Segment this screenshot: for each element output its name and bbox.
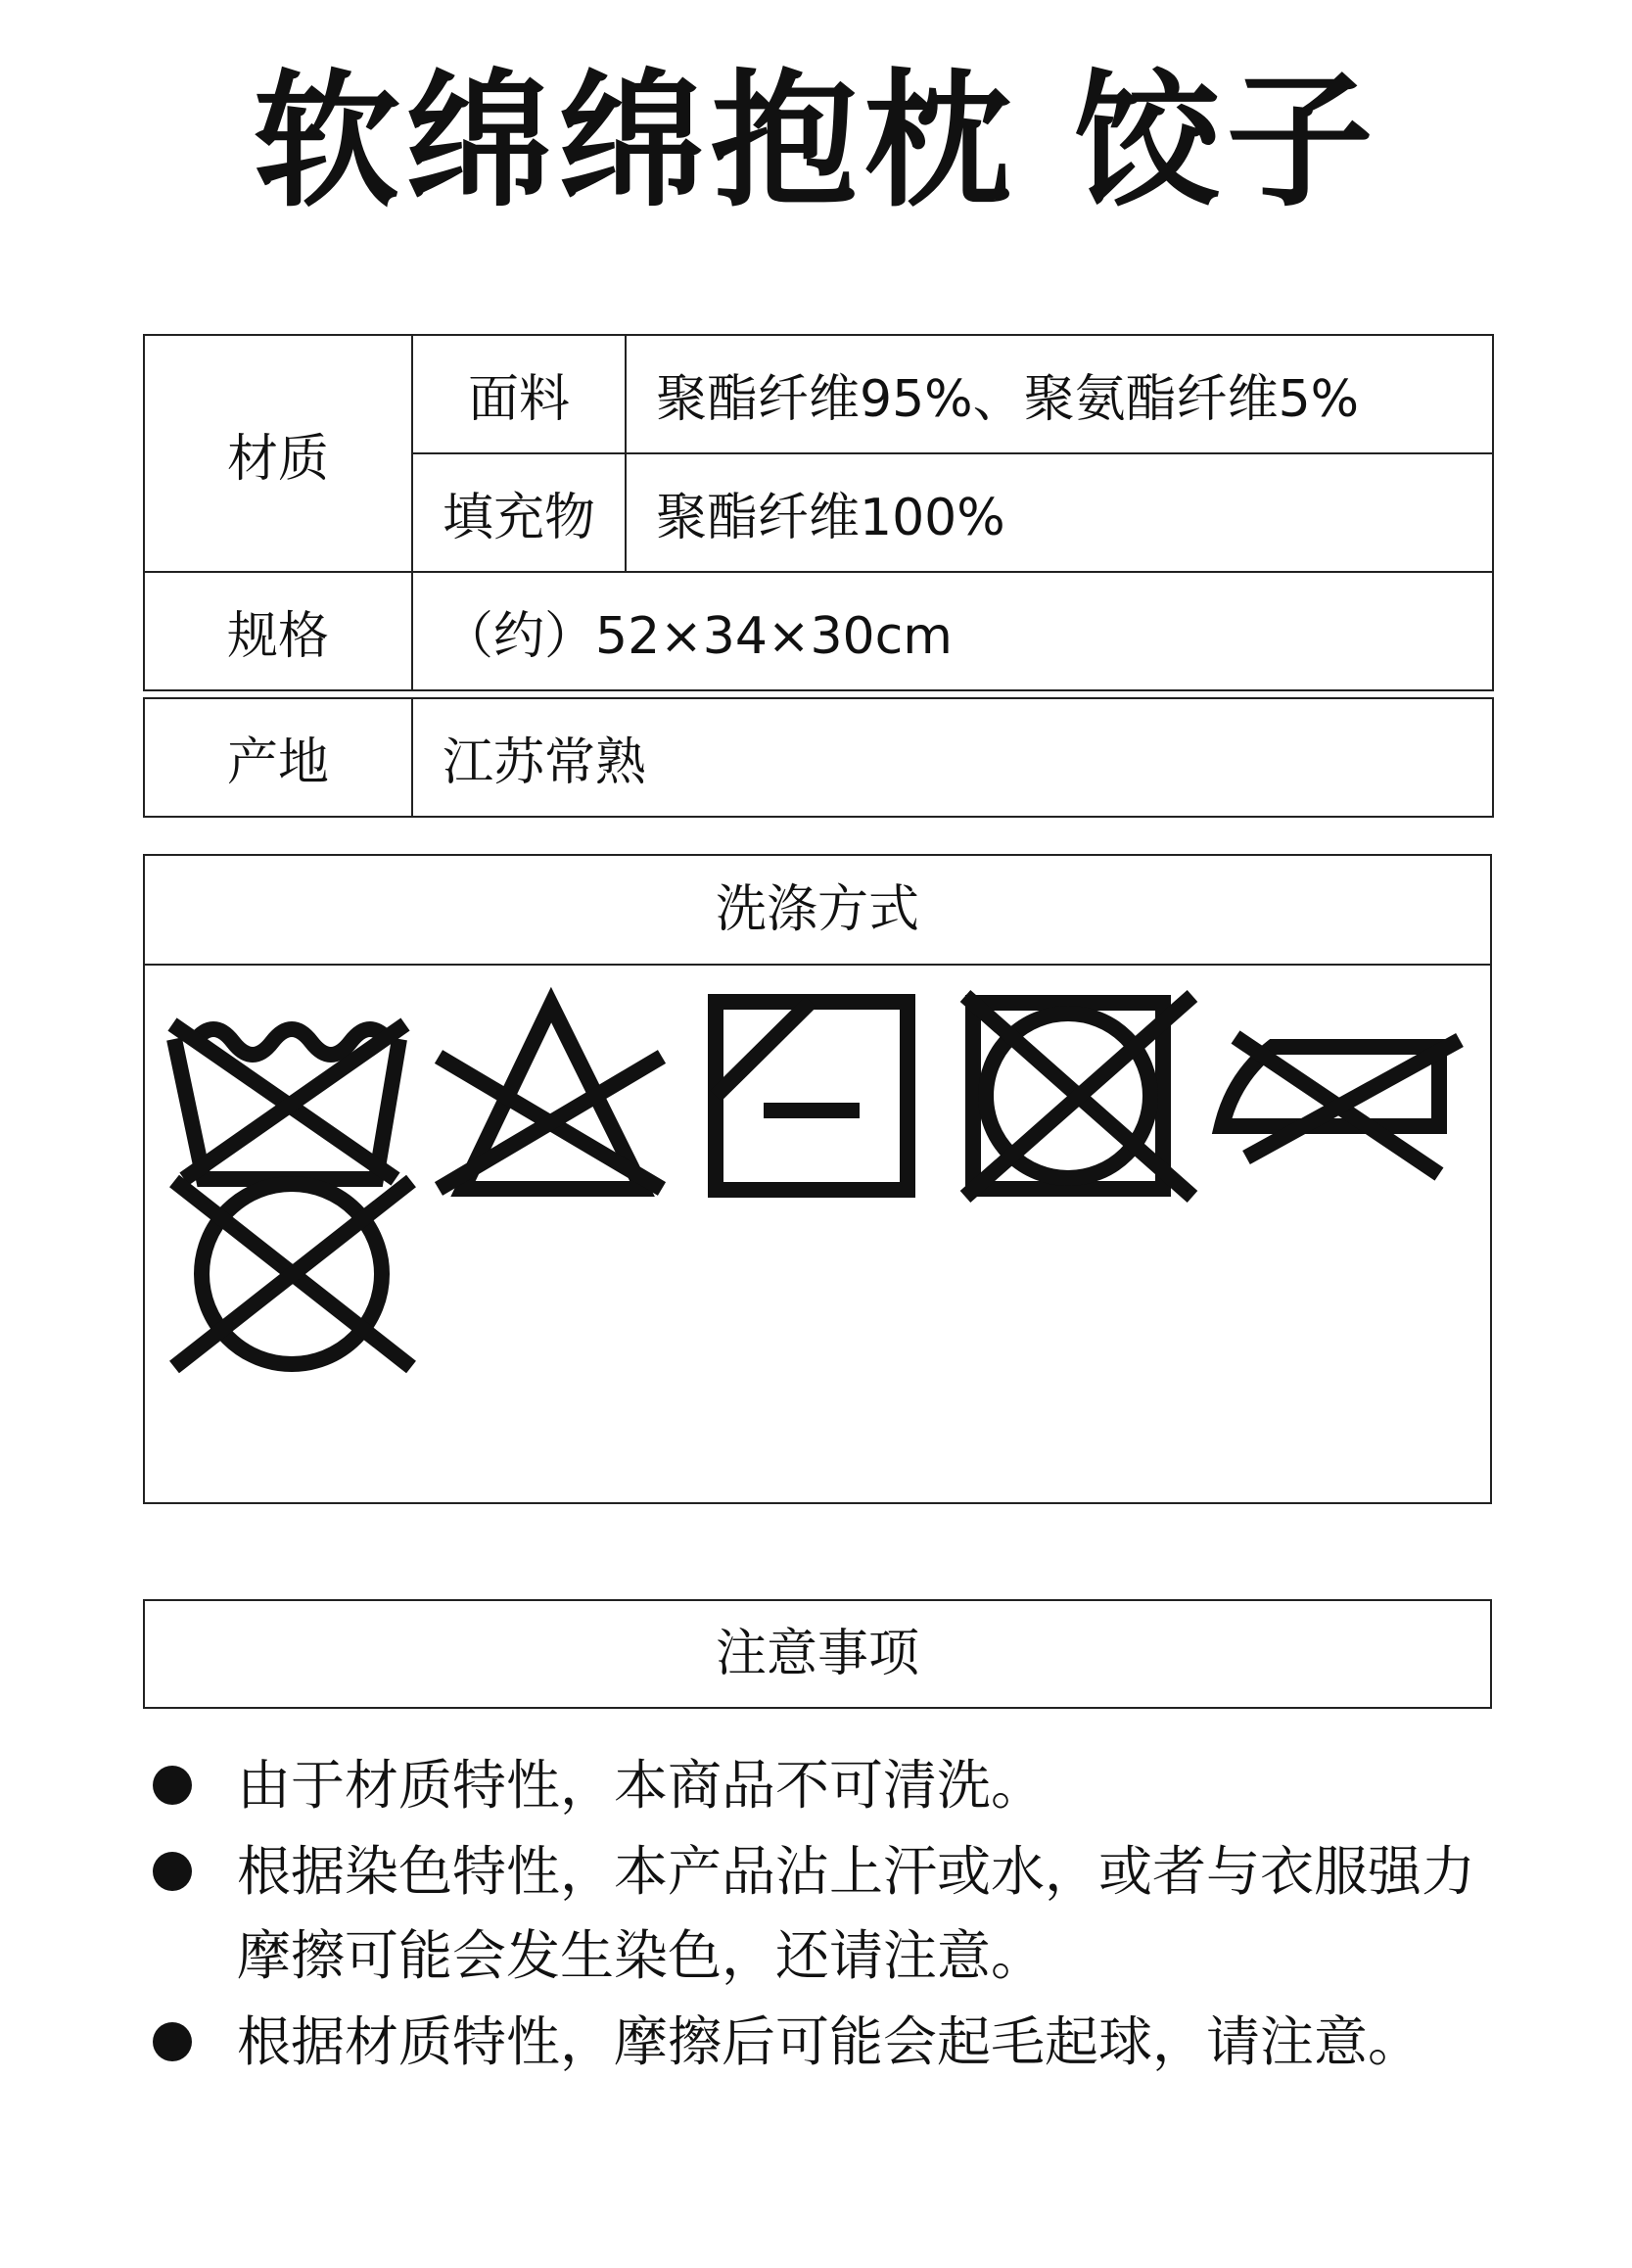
filling-label: 填充物 bbox=[412, 453, 626, 572]
dry-flat-icon bbox=[716, 1002, 908, 1190]
do-not-dry-clean-icon bbox=[174, 1181, 411, 1367]
product-title: 软绵绵抱枕 饺子 bbox=[253, 57, 1379, 227]
washing-heading: 洗涤方式 bbox=[145, 856, 1490, 966]
size-label: 规格 bbox=[144, 572, 412, 690]
spec-table bbox=[143, 334, 1494, 818]
caution-section bbox=[143, 1599, 1492, 1709]
do-not-bleach-icon bbox=[439, 1005, 662, 1189]
caution-list bbox=[147, 1743, 1498, 2084]
note-text: 由于材质特性，本商品不可清洗。 bbox=[237, 1754, 1046, 1817]
size-value: （约）52×34×30cm bbox=[412, 572, 1493, 690]
do-not-tumble-dry-icon bbox=[965, 996, 1192, 1197]
note-text: 根据材质特性，摩擦后可能会起毛起球，请注意。 bbox=[237, 2010, 1422, 2073]
do-not-wash-icon bbox=[172, 1024, 405, 1179]
bullet-icon bbox=[153, 1766, 192, 1805]
note-text: 根据染色特性，本产品沾上汗或水，或者与衣服强力摩擦可能会发生染色，还请注意。 bbox=[237, 1840, 1476, 1987]
do-not-iron-icon bbox=[1222, 1037, 1460, 1174]
row-divider bbox=[144, 690, 1493, 698]
fabric-value: 聚酯纤维95%、聚氨酯纤维5% bbox=[626, 335, 1493, 453]
bullet-icon bbox=[153, 2022, 192, 2061]
list-item bbox=[147, 1743, 1498, 1827]
origin-label: 产地 bbox=[144, 698, 412, 817]
washing-section bbox=[143, 854, 1492, 1504]
care-symbols bbox=[145, 856, 1490, 1502]
origin-value: 江苏常熟 bbox=[412, 698, 1493, 817]
list-item bbox=[147, 2000, 1498, 2084]
filling-value: 聚酯纤维100% bbox=[626, 453, 1493, 572]
list-item bbox=[147, 1829, 1498, 1998]
caution-heading: 注意事项 bbox=[715, 1625, 919, 1683]
fabric-label: 面料 bbox=[412, 335, 626, 453]
material-label: 材质 bbox=[144, 335, 412, 572]
bullet-icon bbox=[153, 1852, 192, 1891]
